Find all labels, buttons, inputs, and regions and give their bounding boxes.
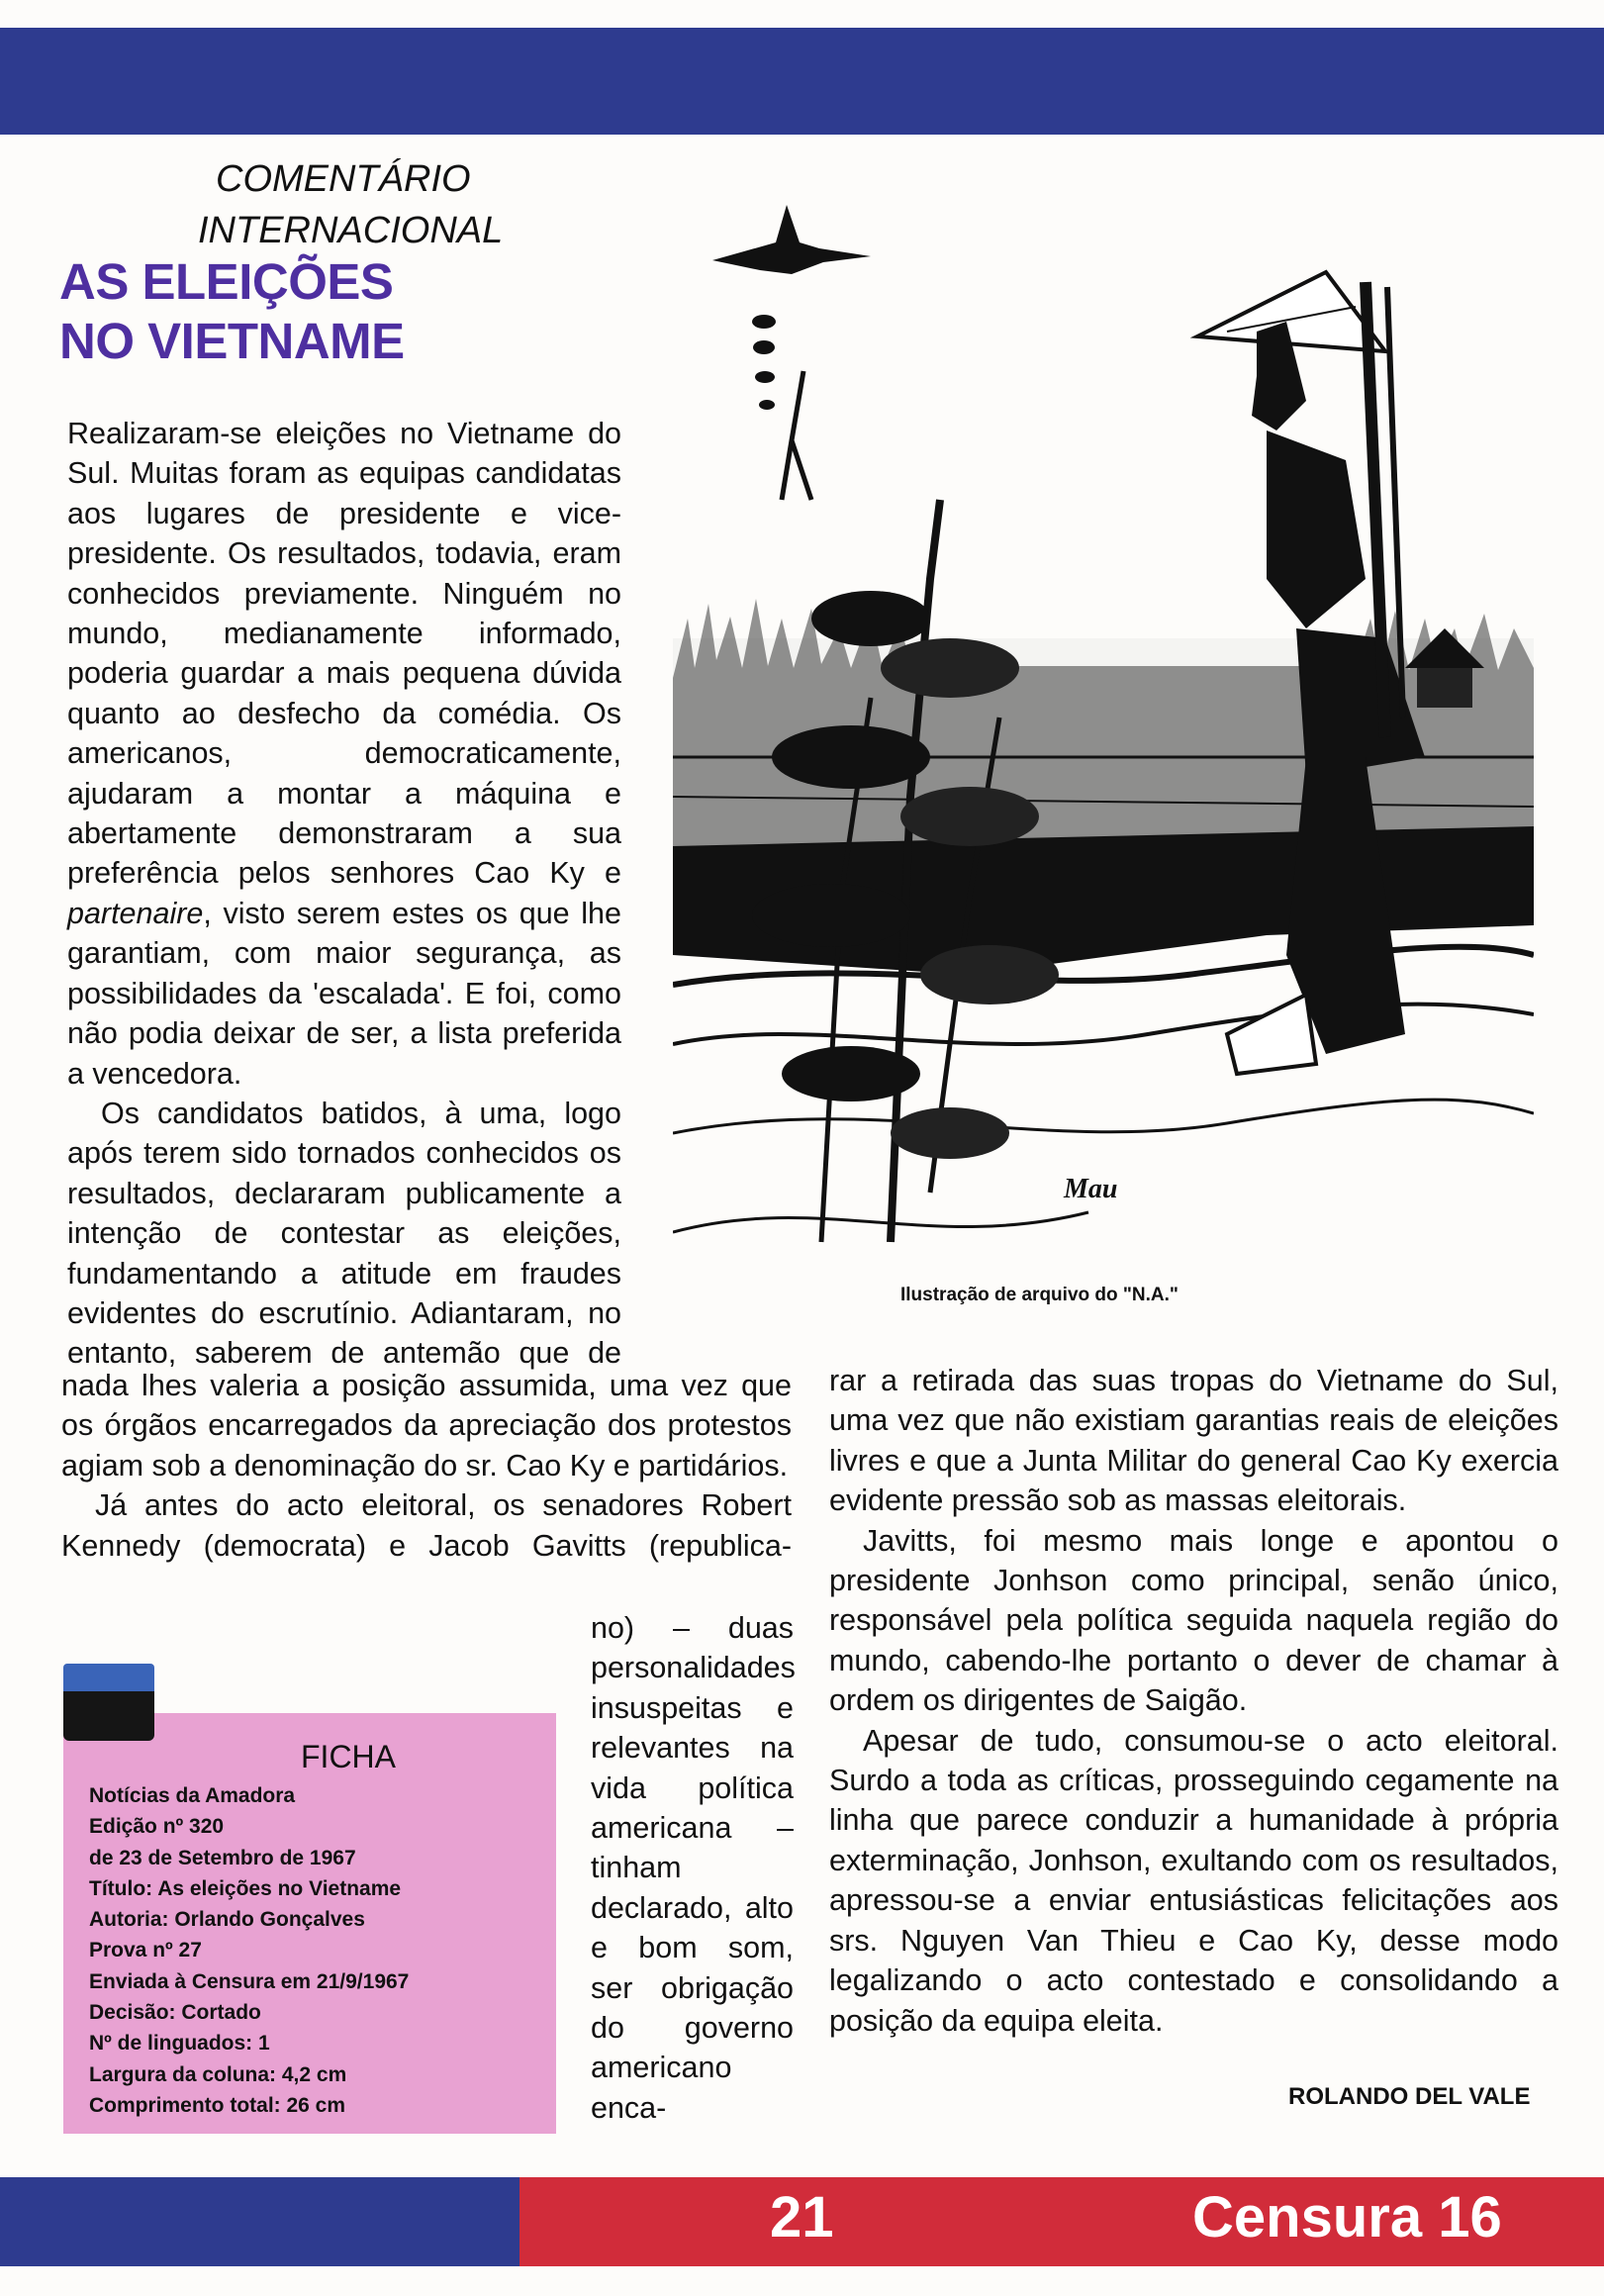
ficha-tab-blue [63,1664,154,1693]
page-number: 21 [770,2185,834,2249]
narrow-column [67,414,621,1374]
ficha-title: FICHA [301,1739,396,1774]
p1-end: , visto serem estes os que lhe garantiam, com maior segurança, as possibilidades da 'escalada'. E foi, como não podia deixar de ser, a lista preferida a vencedora. [67,896,621,1091]
ficha-line: Nº de linguados: 1 [89,2032,270,2056]
paragraph-5: Apesar de tudo, consumou-se o acto eleitoral. Surdo a toda as críticas, prosseguindo cegamente na linha que parece conduzir a humanidade à própria exterminação, Jonhson, exultando com os resultados, apressou-se a enviar entusiásticas felicitações aos srs. Nguyen Van Thieu e Cao Ky, desse modo legalizando o acto contestado e consolidando a posição da equipa eleita. [829,1723,1558,2038]
paragraph-3a: Já antes do acto eleitoral, os senadores Robert Kennedy (democrata) e Jacob Gavitts (republica- [61,1488,792,1563]
p1-text: Realizaram-se eleições no Vietname do Sul. Muitas foram as equipas candidatas aos lugares de presidente e vice-presidente. Os resultados, todavia, eram conhecidos previamente. Ninguém no mundo, medianamente informado, poderia guardar a mais pequena dúvida quanto ao desfecho da comédia. Os americanos, democraticamente, ajudaram a montar a máquina e abertamente demonstraram a sua preferência pelos senhores Cao Ky e [67,417,621,891]
ficha-line: Largura da coluna: 4,2 cm [89,2062,347,2086]
paragraph-3c: rar a retirada das suas tropas do Vietname do Sul, uma vez que não existiam garantias reais de eleições livres e que a Junta Militar do general Cao Ky exercia evidente pressão sob as massas eleitorais. [829,1364,1558,1518]
right-column [829,1361,1558,2041]
ficha-line: Edição nº 320 [89,1815,225,1839]
paragraph-4: Javitts, foi mesmo mais longe e apontou o presidente Jonhson como principal, senão único, responsável pela política seguida naquela região do mundo, cabendo-lhe portanto o dever de chamar à ordem os dirigentes de Saigão. [829,1523,1558,1718]
paragraph-3b: no) – duas personalidades insuspeitas e relevantes na vida política americana – tinham declarado, alto e bom som, ser obrigação do governo americano enca- [591,1611,796,2125]
ficha-list [89,1780,409,2121]
notch-column [591,1608,794,2128]
paragraph-1 [67,414,621,1094]
ficha-line: Título: As eleições no Vietname [89,1876,402,1900]
kicker-line-2: INTERNACIONAL [198,210,504,251]
section-kicker [198,153,503,256]
footer-blue-bar [0,2177,519,2266]
magazine-name: Censura 16 [1192,2185,1502,2249]
ficha-line: Prova nº 27 [89,1939,202,1962]
kicker-line-1: COMENTÁRIO [216,158,471,200]
author-name: ROLANDO DEL VALE [1288,2083,1531,2110]
title-line-2: NO VIETNAME [59,313,405,369]
airplane-icon [712,205,871,410]
ficha-line: Decisão: Cortado [89,2001,261,2025]
wide-column [61,1366,792,1566]
paragraph-2b: nada lhes valeria a posição assumida, uma vez que os órgãos encarregados da apreciação dos protestos agiam sob a denominação do sr. Cao Ky e partidários. [61,1369,792,1483]
artist-signature: Mau [1064,1174,1118,1204]
ficha-line: Enviada à Censura em 21/9/1967 [89,1969,410,1993]
illustration-caption: Ilustração de arquivo do "N.A." [900,1285,1179,1305]
ficha-line: Autoria: Orlando Gonçalves [89,1908,365,1932]
ficha-line: Comprimento total: 26 cm [89,2093,346,2117]
p1-italic: partenaire [67,896,204,930]
ficha-line: Notícias da Amadora [89,1784,296,1807]
paragraph-2a: Os candidatos batidos, à uma, logo após terem sido tornados conhecidos os resultados, declararam publicamente a intenção de contestar as eleições, fundamentando a atitude em fraudes evidentes do escrutínio. Adiantaram, no entanto, saberem de antemão que de [67,1096,621,1371]
ficha-box [63,1713,556,2134]
ficha-tab-dark [63,1691,154,1741]
vietnam-illustration [673,203,1534,1282]
top-color-bar [0,28,1604,135]
ficha-line: de 23 de Setembro de 1967 [89,1846,356,1869]
article-title [59,252,405,371]
title-line-1: AS ELEIÇÕES [59,253,394,310]
